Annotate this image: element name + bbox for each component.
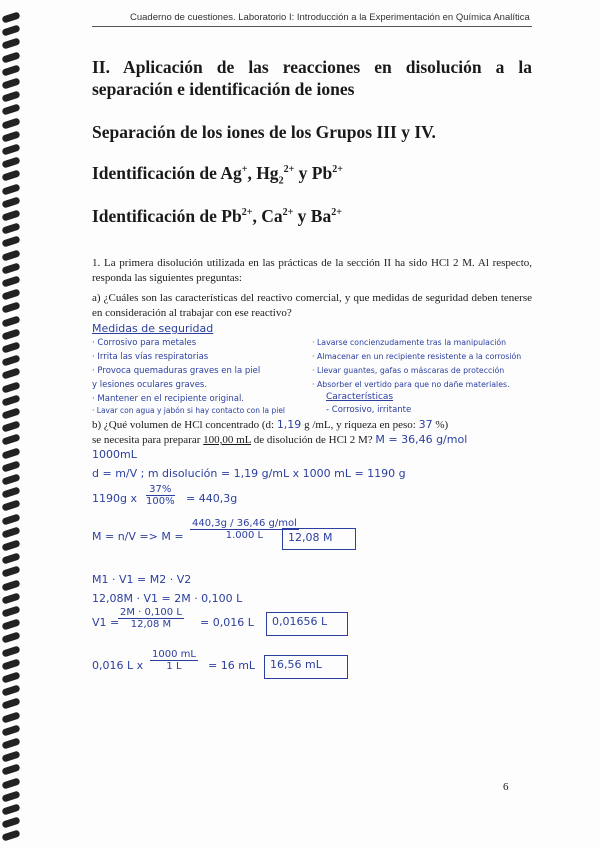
result-volume-ml: 16,56 mL	[270, 658, 322, 671]
fraction: $\frac{1000 mL}{1 L}$	[152, 649, 196, 672]
spiral-ring	[1, 513, 20, 525]
question-b-line2: se necesita para preparar 100,00 mL de disolución de HCl 2 M? M = 36,46 g/mol	[92, 433, 468, 446]
spiral-ring	[1, 592, 20, 604]
spiral-ring	[1, 328, 20, 340]
spiral-ring	[1, 407, 20, 419]
left-item: · Irrita las vías respiratorias	[92, 352, 209, 362]
spiral-ring	[1, 671, 20, 683]
spiral-ring	[1, 64, 20, 76]
spiral-ring	[1, 605, 20, 617]
question-a: a) ¿Cuáles son las características del reactivo comercial, y que medidas de seguridad deben tenerse en consideración al trabajar con ese reactivo?	[92, 292, 532, 319]
spiral-ring	[1, 91, 20, 103]
spiral-ring	[1, 566, 20, 578]
spiral-ring	[1, 830, 20, 842]
density-value: 1,19	[276, 418, 302, 431]
molar-mass: M = 36,46 g/mol	[375, 433, 468, 446]
spiral-ring	[1, 685, 20, 697]
spiral-ring	[1, 117, 20, 129]
fraction: $\frac{37\%}{100\%}$	[146, 484, 175, 507]
header-rule	[92, 26, 532, 27]
spiral-ring	[1, 11, 20, 23]
spiral-ring	[1, 143, 20, 155]
spiral-ring	[1, 77, 20, 89]
spiral-ring	[1, 487, 20, 499]
spiral-ring	[1, 275, 20, 287]
spiral-ring	[1, 698, 20, 710]
spiral-ring	[1, 790, 20, 802]
spiral-ring	[1, 302, 20, 314]
heading-identification-pb: Identificación de $Pb^{2+}$, $Ca^{2+}$ y $Ba^{2+}$	[92, 206, 342, 226]
calc-line: d = m/V ; m disolución = 1,19 g/mL x 1000 mL = 1190 g	[92, 467, 406, 480]
spiral-ring	[1, 777, 20, 789]
fraction: $\frac{2M \cdot 0,100 L}{12,08 M}$	[120, 607, 182, 630]
spiral-ring	[1, 223, 20, 235]
spiral-ring	[1, 262, 20, 274]
spiral-ring	[1, 355, 20, 367]
spiral-ring	[1, 724, 20, 736]
question-b-line1: b) ¿Qué volumen de HCl concentrado (d: 1,19 g /mL, y riqueza en peso: 37 %)	[92, 418, 449, 431]
calc-line: = 0,016 L	[200, 616, 254, 629]
spiral-ring	[1, 341, 20, 353]
section-title: II. Aplicación de las reacciones en disolución a la separación e identificación de iones	[92, 57, 532, 99]
calc-line: 12,08M · V1 = 2M · 0,100 L	[92, 592, 243, 605]
spiral-ring	[1, 249, 20, 261]
spiral-ring	[1, 236, 20, 248]
spiral-ring	[1, 394, 20, 406]
spiral-ring	[1, 632, 20, 644]
spiral-ring	[1, 764, 20, 776]
spiral-ring	[1, 803, 20, 815]
calc-line: M = n/V => M =	[92, 530, 184, 543]
spiral-ring	[1, 170, 20, 182]
right-item: · Lavarse concienzudamente tras la manipulación	[312, 338, 507, 347]
calc-line: V1 =	[92, 616, 120, 629]
spiral-ring	[1, 368, 20, 380]
spiral-ring	[1, 751, 20, 763]
left-item: · Provoca quemaduras graves en la piel	[92, 366, 261, 376]
spiral-binding	[0, 0, 26, 848]
spiral-ring	[1, 500, 20, 512]
spiral-ring	[1, 460, 20, 472]
spiral-ring	[1, 315, 20, 327]
spiral-ring	[1, 526, 20, 538]
result-molarity: 12,08 M	[288, 531, 333, 544]
calc-line: 0,016 L x	[92, 659, 144, 672]
spiral-ring	[1, 434, 20, 446]
spiral-ring	[1, 553, 20, 565]
spiral-ring	[1, 25, 20, 37]
calc-line: 1190g x	[92, 492, 137, 505]
spiral-ring	[1, 381, 20, 393]
left-item: · Corrosivo para metales	[92, 338, 197, 348]
left-item: y lesiones oculares graves.	[92, 380, 208, 390]
medidas-title: Medidas de seguridad	[92, 322, 214, 335]
purity-value: 37	[418, 418, 433, 431]
heading-separation: Separación de los iones de los Grupos III y IV.	[92, 122, 436, 142]
right-item: · Llevar guantes, gafas o máscaras de protección	[312, 366, 505, 375]
spiral-ring	[1, 658, 20, 670]
page-number: 6	[503, 781, 509, 793]
right-item: · Almacenar en un recipiente resistente a la corrosión	[312, 352, 522, 361]
calc-line: 1000mL	[92, 448, 137, 461]
spiral-ring	[1, 157, 20, 169]
spiral-ring	[1, 421, 20, 433]
result-volume-l: 0,01656 L	[272, 615, 328, 628]
spiral-ring	[1, 711, 20, 723]
spiral-ring	[1, 737, 20, 749]
calc-line: = 440,3g	[186, 492, 238, 505]
right-item: · Absorber el vertido para que no dañe materiales.	[312, 380, 510, 389]
question-1: 1. La primera disolución utilizada en las prácticas de la sección II ha sido HCl 2 M. Al respecto, responda las siguientes preguntas:	[92, 257, 532, 284]
spiral-ring	[1, 473, 20, 485]
heading-identification-ag: Identificación de Ag+, $Hg_2^{2+}$ y $Pb^{2+}$	[92, 163, 343, 187]
spiral-ring	[1, 130, 20, 142]
spiral-ring	[1, 51, 20, 63]
spiral-ring	[1, 817, 20, 829]
spiral-ring	[1, 447, 20, 459]
calc-line: = 16 mL	[208, 659, 256, 672]
left-item: · Lavar con agua y jabón si hay contacto con la piel	[92, 406, 286, 415]
spiral-ring	[1, 183, 20, 195]
caracteristicas-item: - Corrosivo, irritante	[326, 405, 412, 415]
spiral-ring	[1, 38, 20, 50]
spiral-ring	[1, 196, 20, 208]
caracteristicas-title: Características	[326, 392, 394, 402]
spiral-ring	[1, 209, 20, 221]
spiral-ring	[1, 645, 20, 657]
spiral-ring	[1, 579, 20, 591]
spiral-ring	[1, 539, 20, 551]
spiral-ring	[1, 289, 20, 301]
page-header: Cuaderno de cuestiones. Laboratorio I: Introducción a la Experimentación en Química Analítica	[130, 12, 530, 23]
spiral-ring	[1, 104, 20, 116]
fraction: 440,3g / 36,46 g/mol 1.000 L	[192, 518, 297, 541]
calc-line: M1 · V1 = M2 · V2	[92, 573, 192, 586]
left-item: · Mantener en el recipiente original.	[92, 394, 245, 404]
spiral-ring	[1, 619, 20, 631]
